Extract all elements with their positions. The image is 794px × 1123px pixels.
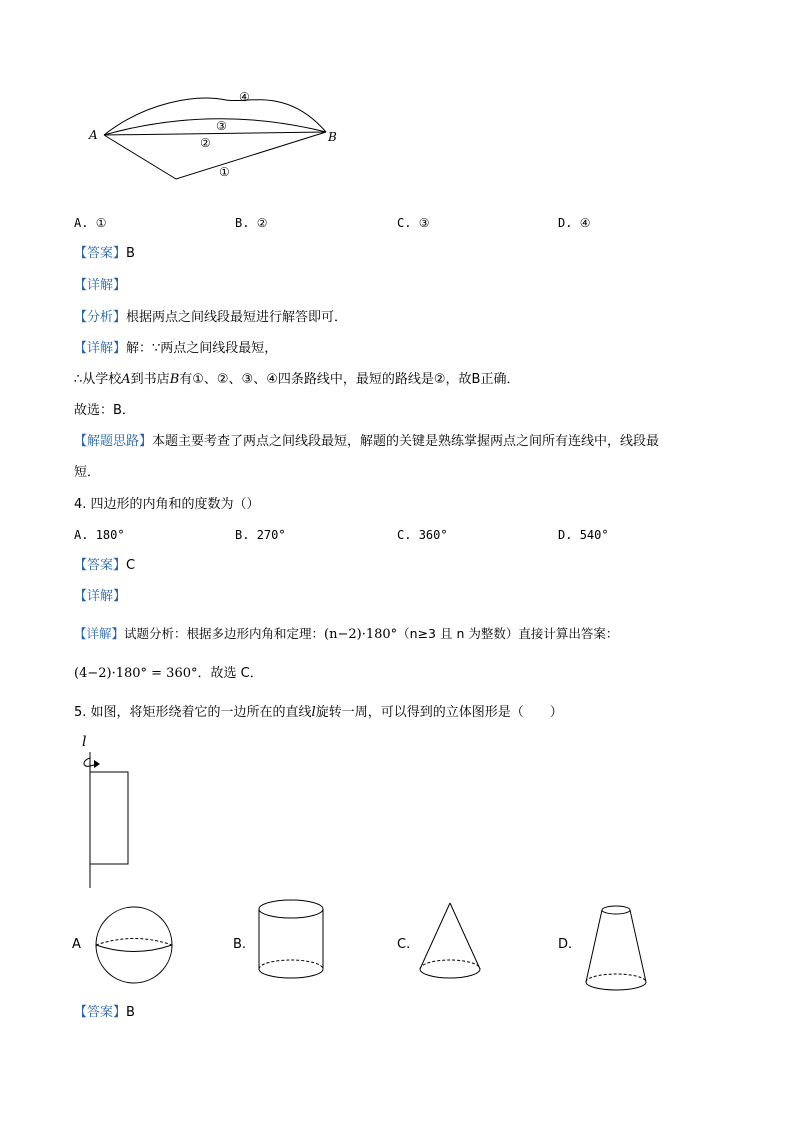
rotation-arrowhead bbox=[94, 760, 100, 768]
route-label-4: ④ bbox=[239, 90, 250, 104]
q4-option-b: B. 270° bbox=[235, 528, 286, 542]
sphere-outline bbox=[96, 907, 172, 983]
cylinder-bottom-back bbox=[259, 960, 323, 969]
q3-option-b: B. ② bbox=[235, 216, 268, 230]
frustum-top bbox=[602, 906, 630, 914]
route-label-2: ② bbox=[200, 136, 211, 150]
sphere-figure bbox=[94, 904, 178, 988]
q5-answer: 【答案】B bbox=[74, 1005, 135, 1020]
sphere-equator-front bbox=[96, 945, 172, 952]
route-4-curve bbox=[104, 98, 326, 135]
frustum-figure bbox=[582, 902, 654, 994]
cone-left-side bbox=[420, 903, 450, 969]
cone-base-front bbox=[420, 969, 480, 978]
cylinder-figure bbox=[256, 898, 328, 982]
q4-answer: 【答案】C bbox=[74, 558, 136, 573]
sphere-equator-back bbox=[96, 939, 172, 946]
frustum-bottom-front bbox=[586, 982, 646, 990]
q3-choose: 故选：B． bbox=[74, 403, 135, 418]
route-1-polyline bbox=[104, 132, 326, 179]
q3-thinking-cont: 短． bbox=[74, 465, 101, 480]
q4-question: 4. 四边形的内角和的度数为（） bbox=[74, 497, 260, 512]
cone-right-side bbox=[450, 903, 480, 969]
q4-option-a: A. 180° bbox=[74, 528, 125, 542]
route-label-3: ③ bbox=[216, 119, 227, 133]
q3-detail-heading: 【详解】 bbox=[74, 278, 127, 293]
frustum-right-side bbox=[630, 910, 646, 982]
q3-answer: 【答案】B bbox=[74, 246, 135, 261]
cone-base-back bbox=[420, 960, 480, 969]
q4-detail-heading: 【详解】 bbox=[74, 589, 127, 604]
frustum-left-side bbox=[586, 910, 602, 982]
rotation-figure bbox=[74, 730, 144, 892]
frustum-bottom-back bbox=[586, 974, 646, 982]
rectangle-shape bbox=[90, 772, 128, 864]
point-a-label: A bbox=[89, 128, 98, 142]
axis-label: l bbox=[82, 734, 87, 750]
q3-thinking: 【解题思路】本题主要考查了两点之间线段最短，解题的关键是熟练掌握两点之间所有连线中，线段最 bbox=[74, 434, 660, 449]
q3-solution-line: ∴从学校A到书店B有①、②、③、④四条路线中，最短的路线是②，故B正确． bbox=[74, 372, 520, 387]
q3-solution: 【详解】解：∵两点之间线段最短， bbox=[74, 341, 278, 356]
q5-option-d-label: D. bbox=[558, 937, 573, 952]
point-b-label: B bbox=[328, 130, 337, 144]
q4-option-d: D. 540° bbox=[558, 528, 609, 542]
q5-option-b-label: B. bbox=[233, 937, 247, 952]
q3-option-a: A. ① bbox=[74, 216, 107, 230]
q3-option-c: C. ③ bbox=[397, 216, 430, 230]
route-2-segment bbox=[104, 132, 326, 135]
cylinder-top bbox=[259, 900, 323, 918]
routes-diagram bbox=[86, 84, 348, 184]
q5-option-c-label: C. bbox=[397, 937, 411, 952]
q4-solution: 【详解】试题分析：根据多边形内角和定理：(n−2)·180°（n≥3 且 n 为整数）直接计算出答案： bbox=[74, 626, 619, 642]
q4-option-c: C. 360° bbox=[397, 528, 448, 542]
q4-solution-result: (4−2)·180° = 360°．故选 C． bbox=[74, 666, 263, 681]
route-label-1: ① bbox=[219, 165, 230, 179]
q3-option-d: D. ④ bbox=[558, 216, 591, 230]
cone-figure bbox=[416, 900, 488, 984]
q5-option-a-label: A bbox=[72, 937, 81, 952]
q5-question: 5. 如图，将矩形绕着它的一边所在的直线l旋转一周，可以得到的立体图形是（ ） bbox=[74, 705, 563, 720]
cylinder-bottom-front bbox=[259, 969, 323, 978]
q3-analysis: 【分析】根据两点之间线段最短进行解答即可． bbox=[74, 310, 348, 325]
